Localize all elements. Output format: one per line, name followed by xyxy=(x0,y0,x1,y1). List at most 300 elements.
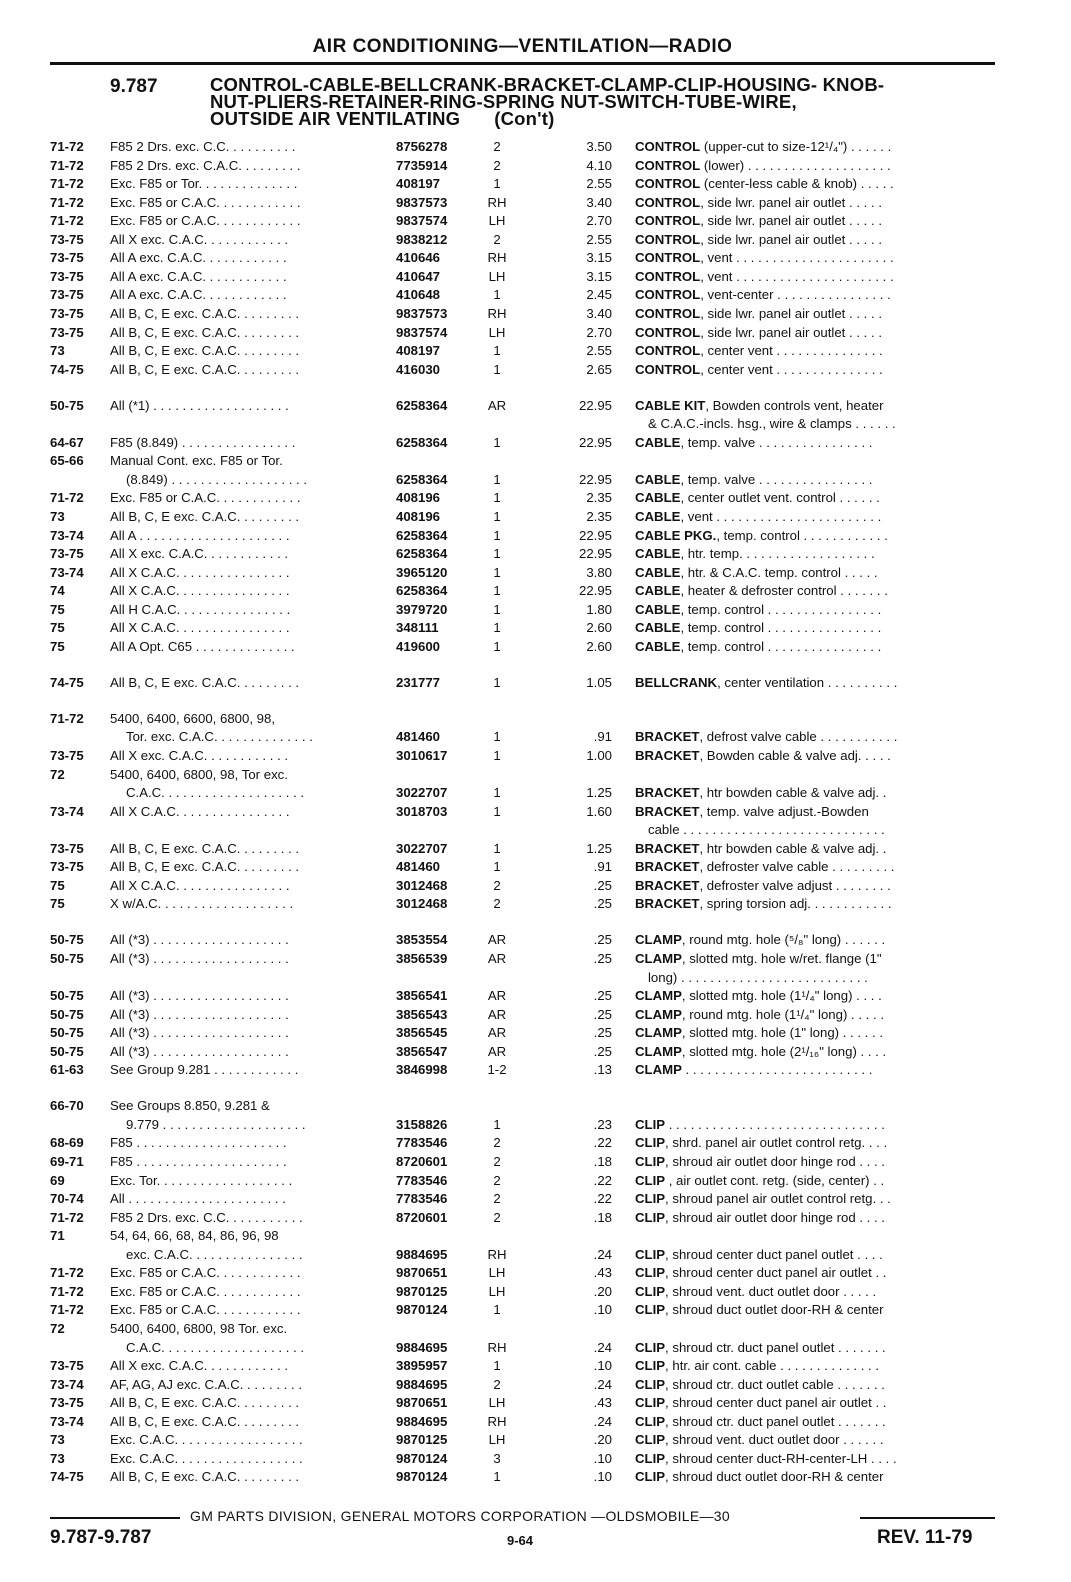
part-name: CLIP xyxy=(635,1191,666,1207)
price-cell: .24 xyxy=(593,1246,612,1262)
year-cell: 71 xyxy=(50,1228,65,1244)
description-cell xyxy=(635,360,995,379)
year-cell: 50-75 xyxy=(50,397,84,413)
description-cell xyxy=(635,1208,995,1227)
year-cell: 73-75 xyxy=(50,287,84,303)
quantity-cell: AR xyxy=(487,397,507,413)
price-cell: .10 xyxy=(593,1302,612,1318)
model-cell: All (*1) . . . . . . . . . . . . . . . . . . . xyxy=(110,397,289,413)
price-cell: 1.25 xyxy=(586,785,612,801)
part-name: BRACKET xyxy=(635,729,700,745)
table-row xyxy=(0,1467,1071,1486)
year-cell: 68-69 xyxy=(50,1135,84,1151)
model-cell: Tor. exc. C.A.C. . . . . . . . . . . . . . xyxy=(126,729,313,745)
part-name: CABLE KIT xyxy=(635,397,706,413)
year-cell: 61-63 xyxy=(50,1062,84,1078)
part-name: CABLE xyxy=(635,583,681,599)
part-number-cell: 6258364 xyxy=(396,546,448,562)
year-cell: 73-75 xyxy=(50,859,84,875)
quantity-cell: 1 xyxy=(493,674,501,690)
description-cell xyxy=(635,1245,995,1264)
part-description: , temp. control . . . . . . . . . . . . xyxy=(716,527,888,543)
model-cell: F85 2 Drs. exc. C.A.C. . . . . . . . . xyxy=(110,157,301,173)
price-cell: .22 xyxy=(593,1172,612,1188)
part-name: CLAMP xyxy=(635,1043,682,1059)
description-cell xyxy=(635,618,995,637)
part-name: CONTROL xyxy=(635,306,701,321)
part-number-cell: 3856539 xyxy=(396,951,448,966)
part-description: , htr. & C.A.C. temp. control . . . . . xyxy=(680,564,878,580)
part-description: , shroud air outlet door hinge rod . . . . xyxy=(665,1209,885,1225)
table-row xyxy=(0,1152,1071,1171)
model-cell: F85 2 Drs. exc. C.C. . . . . . . . . . xyxy=(110,139,296,154)
table-row xyxy=(0,507,1071,526)
quantity-cell: 1 xyxy=(493,1116,501,1132)
price-cell: .25 xyxy=(593,1006,612,1022)
price-cell: .10 xyxy=(593,1358,612,1373)
description-cell xyxy=(635,563,995,582)
table-row xyxy=(0,618,1071,637)
model-cell: F85 2 Drs. exc. C.C. . . . . . . . . . . xyxy=(110,1209,303,1225)
part-number-cell: 9837573 xyxy=(396,306,448,321)
year-cell: 71-72 xyxy=(50,710,84,726)
quantity-cell: LH xyxy=(488,1395,506,1411)
description-cell xyxy=(635,1356,995,1375)
part-name: CABLE PKG. xyxy=(635,527,717,543)
part-name: BRACKET xyxy=(635,748,700,763)
description-cell xyxy=(635,930,995,949)
quantity-cell: 1 xyxy=(493,564,501,580)
description-cell xyxy=(635,1430,995,1449)
description-cell xyxy=(635,174,995,193)
table-row xyxy=(0,360,1071,379)
table-row xyxy=(0,1449,1071,1468)
description-cell xyxy=(635,600,995,619)
model-cell: All (*3) . . . . . . . . . . . . . . . . . . . xyxy=(110,932,289,948)
part-name: CLAMP xyxy=(635,951,682,966)
part-description: , htr bowden cable & valve adj. . xyxy=(699,840,887,856)
part-description: , Bowden cable & valve adj. . . . . xyxy=(699,748,891,763)
model-cell: X w/A.C. . . . . . . . . . . . . . . . . . . xyxy=(110,896,294,912)
year-cell: 71-72 xyxy=(50,176,84,192)
description-cell xyxy=(635,341,995,360)
price-cell: 2.60 xyxy=(586,638,612,654)
part-name: CABLE xyxy=(635,601,681,617)
description-cell xyxy=(635,1412,995,1431)
model-cell: All . . . . . . . . . . . . . . . . . . . . . . xyxy=(110,1191,286,1207)
price-cell: 22.95 xyxy=(578,471,612,487)
description-cell xyxy=(635,156,995,175)
part-number-cell: 8720601 xyxy=(396,1209,448,1225)
quantity-cell: 1 xyxy=(493,471,501,487)
part-description: , vent . . . . . . . . . . . . . . . . . . . . . . xyxy=(700,250,894,266)
table-row xyxy=(0,839,1071,858)
part-name: CLIP xyxy=(635,1302,666,1318)
description-cell xyxy=(635,304,995,323)
part-name: CABLE xyxy=(635,546,681,562)
price-cell: .25 xyxy=(593,988,612,1004)
model-cell: All X C.A.C. . . . . . . . . . . . . . . . xyxy=(110,620,290,636)
quantity-cell: RH xyxy=(487,1339,507,1355)
part-description: , temp. control . . . . . . . . . . . . . . . . xyxy=(680,638,882,654)
description-cell xyxy=(635,1467,995,1486)
year-cell: 73-75 xyxy=(50,250,84,266)
part-description: , slotted mtg. hole (1¹/₄" long) . . . . xyxy=(681,988,882,1004)
part-description: , defrost valve cable . . . . . . . . . . . xyxy=(699,729,898,745)
table-row xyxy=(0,174,1071,193)
price-cell: .23 xyxy=(593,1116,612,1132)
part-name: CABLE xyxy=(635,638,681,654)
model-cell: All X exc. C.A.C. . . . . . . . . . . . xyxy=(110,546,289,562)
description-cell xyxy=(635,1393,995,1412)
description-cell xyxy=(635,1005,995,1024)
year-cell: 74-75 xyxy=(50,361,84,377)
model-cell: All X exc. C.A.C. . . . . . . . . . . . xyxy=(110,748,289,763)
part-number-cell: 3010617 xyxy=(396,748,448,763)
model-cell: (8.849) . . . . . . . . . . . . . . . . . . . xyxy=(126,471,308,487)
price-cell: 1.05 xyxy=(586,674,612,690)
group-title-line-3-text: OUTSIDE AIR VENTILATING xyxy=(210,108,461,129)
price-cell: 2.45 xyxy=(586,287,612,303)
year-cell: 75 xyxy=(50,877,65,893)
year-cell: 73 xyxy=(50,343,65,359)
description-cell xyxy=(635,857,995,876)
quantity-cell: 1 xyxy=(493,601,501,617)
price-cell: 3.15 xyxy=(586,250,612,266)
year-cell: 73-74 xyxy=(50,1413,84,1429)
year-cell: 71-72 xyxy=(50,1302,84,1318)
year-cell: 69-71 xyxy=(50,1154,84,1169)
part-description: , side lwr. panel air outlet . . . . . xyxy=(700,324,882,340)
quantity-cell: 2 xyxy=(493,1154,501,1169)
part-description: , shroud center duct panel outlet . . . . xyxy=(665,1246,883,1262)
model-cell: All B, C, E exc. C.A.C. . . . . . . . . xyxy=(110,361,300,377)
part-number-cell: 3856547 xyxy=(396,1043,448,1059)
quantity-cell: 2 xyxy=(493,1191,501,1207)
part-description: , shrd. panel air outlet control retg. . . . xyxy=(665,1135,888,1151)
description-cell xyxy=(635,746,995,765)
price-cell: 3.40 xyxy=(586,194,612,210)
quantity-cell: 1 xyxy=(493,434,501,450)
part-number-cell: 6258364 xyxy=(396,434,448,450)
model-cell: Exc. F85 or C.A.C. . . . . . . . . . . . xyxy=(110,1265,301,1281)
table-row xyxy=(0,1393,1071,1412)
year-cell: 71-72 xyxy=(50,139,84,154)
quantity-cell: 1 xyxy=(493,859,501,875)
part-name: CONTROL xyxy=(635,250,701,266)
table-row xyxy=(0,1042,1071,1061)
part-description: , shroud air outlet door hinge rod . . . . xyxy=(665,1154,885,1169)
year-cell: 72 xyxy=(50,766,65,782)
model-cell: AF, AG, AJ exc. C.A.C. . . . . . . . . xyxy=(110,1376,303,1392)
year-cell: 73 xyxy=(50,509,65,524)
description-cell xyxy=(635,1300,995,1319)
description-cell xyxy=(635,267,995,286)
part-description: , side lwr. panel air outlet . . . . . xyxy=(700,194,882,210)
description-cell xyxy=(635,783,995,802)
description-cell xyxy=(635,193,995,212)
table-row xyxy=(0,1412,1071,1431)
part-number-cell: 3856545 xyxy=(396,1025,448,1041)
quantity-cell: 1 xyxy=(493,729,501,745)
price-cell: .18 xyxy=(593,1154,612,1169)
description-cell xyxy=(635,1263,995,1282)
table-row xyxy=(0,968,1071,987)
model-cell: See Group 9.281 . . . . . . . . . . . . xyxy=(110,1062,299,1078)
model-cell: All (*3) . . . . . . . . . . . . . . . . . . . xyxy=(110,1025,289,1041)
model-cell: All X C.A.C. . . . . . . . . . . . . . . . xyxy=(110,877,290,893)
quantity-cell: 1 xyxy=(493,527,501,543)
table-row xyxy=(0,1005,1071,1024)
model-cell: All B, C, E exc. C.A.C. . . . . . . . . xyxy=(110,343,300,359)
description-cell xyxy=(635,396,995,415)
description-cell xyxy=(635,637,995,656)
table-row xyxy=(0,1226,1071,1245)
table-row xyxy=(0,581,1071,600)
table-row xyxy=(0,1023,1071,1042)
part-description: (upper-cut to size-12¹/₄") . . . . . . xyxy=(700,139,892,154)
part-description: , shroud ctr. duct panel outlet . . . . . . . xyxy=(665,1413,886,1429)
part-number-cell: 9884695 xyxy=(396,1339,448,1355)
part-number-cell: 9884695 xyxy=(396,1376,448,1392)
part-name: BRACKET xyxy=(635,877,700,893)
part-description: , slotted mtg. hole (1" long) . . . . . . xyxy=(681,1025,884,1041)
quantity-cell: 1 xyxy=(493,176,501,192)
table-row xyxy=(0,1356,1071,1375)
model-cell: All B, C, E exc. C.A.C. . . . . . . . . xyxy=(110,1469,300,1485)
table-row xyxy=(0,709,1071,728)
part-number-cell: 3012468 xyxy=(396,896,448,912)
table-row xyxy=(0,949,1071,968)
model-cell: C.A.C. . . . . . . . . . . . . . . . . . . . xyxy=(126,785,305,801)
description-cell xyxy=(635,1282,995,1301)
quantity-cell: RH xyxy=(487,306,507,321)
part-description: , defroster valve adjust . . . . . . . . xyxy=(699,877,891,893)
part-name: CONTROL xyxy=(635,157,701,173)
part-number-cell: 9837574 xyxy=(396,213,448,229)
table-row xyxy=(0,673,1071,692)
model-cell: 5400, 6400, 6600, 6800, 98, xyxy=(110,710,275,726)
part-name: CABLE xyxy=(635,490,681,506)
part-name: CLIP xyxy=(635,1358,666,1373)
model-cell: All (*3) . . . . . . . . . . . . . . . . . . . xyxy=(110,951,289,966)
part-number-cell: 408197 xyxy=(396,343,441,359)
price-cell: .43 xyxy=(593,1265,612,1281)
model-cell: Exc. F85 or C.A.C. . . . . . . . . . . . xyxy=(110,1283,301,1299)
price-cell: .18 xyxy=(593,1209,612,1225)
year-cell: 73-75 xyxy=(50,748,84,763)
part-number-cell: 6258364 xyxy=(396,527,448,543)
table-row xyxy=(0,746,1071,765)
table-row xyxy=(0,1430,1071,1449)
model-cell: All B, C, E exc. C.A.C. . . . . . . . . xyxy=(110,840,300,856)
part-number-cell: 481460 xyxy=(396,729,441,745)
part-description: , heater & defroster control . . . . . . . xyxy=(680,583,888,599)
part-name: CLIP xyxy=(635,1469,666,1485)
part-description: long) . . . . . . . . . . . . . . . . . . . . . . . . . . xyxy=(648,969,868,985)
year-cell: 73-75 xyxy=(50,306,84,321)
price-cell: .22 xyxy=(593,1191,612,1207)
year-cell: 75 xyxy=(50,638,65,654)
table-row xyxy=(0,1245,1071,1264)
model-cell: 9.779 . . . . . . . . . . . . . . . . . . . . xyxy=(126,1116,306,1132)
part-name: CLIP xyxy=(635,1265,666,1281)
price-cell: .24 xyxy=(593,1376,612,1392)
part-name: CLIP xyxy=(635,1135,666,1151)
part-description: , htr bowden cable & valve adj. . xyxy=(699,785,887,801)
model-cell: All X exc. C.A.C. . . . . . . . . . . . xyxy=(110,1358,289,1373)
year-cell: 72 xyxy=(50,1320,65,1336)
part-name: CLIP xyxy=(635,1209,666,1225)
table-row xyxy=(0,544,1071,563)
model-cell: All X exc. C.A.C. . . . . . . . . . . . xyxy=(110,231,289,247)
model-cell: F85 (8.849) . . . . . . . . . . . . . . . . xyxy=(110,434,296,450)
model-cell: All B, C, E exc. C.A.C. . . . . . . . . xyxy=(110,859,300,875)
part-number-cell: 9870125 xyxy=(396,1283,448,1299)
price-cell: 3.50 xyxy=(586,139,612,154)
year-cell: 73 xyxy=(50,1432,65,1448)
model-cell: All A exc. C.A.C. . . . . . . . . . . . xyxy=(110,287,287,303)
part-description: , round mtg. hole (⁵/₈" long) . . . . . . xyxy=(681,932,886,948)
model-cell: All B, C, E exc. C.A.C. . . . . . . . . xyxy=(110,674,300,690)
year-cell: 50-75 xyxy=(50,932,84,948)
part-description: , htr. air cont. cable . . . . . . . . . . . . . . xyxy=(665,1358,880,1373)
table-row xyxy=(0,1115,1071,1134)
year-cell: 69 xyxy=(50,1172,65,1188)
model-cell: exc. C.A.C. . . . . . . . . . . . . . . . xyxy=(126,1246,303,1262)
price-cell: .25 xyxy=(593,1025,612,1041)
quantity-cell: 2 xyxy=(493,896,501,912)
price-cell: 2.70 xyxy=(586,213,612,229)
model-cell: All A Opt. C65 . . . . . . . . . . . . . . xyxy=(110,638,295,654)
part-name: CLAMP xyxy=(635,932,682,948)
table-row xyxy=(0,876,1071,895)
part-number-cell: 3979720 xyxy=(396,601,448,617)
model-cell: Exc. F85 or C.A.C. . . . . . . . . . . . xyxy=(110,213,301,229)
price-cell: 3.40 xyxy=(586,306,612,321)
part-name: CLIP xyxy=(635,1154,666,1169)
table-row xyxy=(0,1171,1071,1190)
model-cell: Exc. F85 or C.A.C. . . . . . . . . . . . xyxy=(110,194,301,210)
model-cell: All (*3) . . . . . . . . . . . . . . . . . . . xyxy=(110,988,289,1004)
part-number-cell: 3022707 xyxy=(396,840,448,856)
part-number-cell: 9870124 xyxy=(396,1469,448,1485)
part-number-cell: 3965120 xyxy=(396,564,448,580)
quantity-cell: 1 xyxy=(493,748,501,763)
quantity-cell: 2 xyxy=(493,1376,501,1392)
footer-page-number: 9-64 xyxy=(507,1533,534,1548)
description-cell xyxy=(635,285,995,304)
part-name: CLIP xyxy=(635,1450,666,1466)
part-description: , slotted mtg. hole w/ret. flange (1" xyxy=(681,951,882,966)
quantity-cell: 1 xyxy=(493,803,501,819)
year-cell: 50-75 xyxy=(50,1043,84,1059)
part-number-cell: 408196 xyxy=(396,509,441,524)
model-cell: All B, C, E exc. C.A.C. . . . . . . . . xyxy=(110,509,300,524)
part-description: & C.A.C.-incls. hsg., wire & clamps . . . . . . xyxy=(648,416,896,432)
description-cell xyxy=(635,544,995,563)
description-cell xyxy=(635,248,995,267)
table-row xyxy=(0,341,1071,360)
description-cell xyxy=(648,820,995,839)
part-description: , vent-center . . . . . . . . . . . . . . . . xyxy=(700,287,891,303)
model-cell: Exc. C.A.C. . . . . . . . . . . . . . . . . . xyxy=(110,1432,303,1448)
description-cell xyxy=(635,211,995,230)
year-cell: 71-72 xyxy=(50,1265,84,1281)
description-cell xyxy=(635,727,995,746)
table-row xyxy=(0,414,1071,433)
description-cell xyxy=(635,1115,995,1134)
part-name: CABLE xyxy=(635,471,681,487)
table-row xyxy=(0,285,1071,304)
part-name: CONTROL xyxy=(635,287,701,303)
quantity-cell: 2 xyxy=(493,1135,501,1151)
model-cell: All B, C, E exc. C.A.C. . . . . . . . . xyxy=(110,324,300,340)
quantity-cell: 1 xyxy=(493,1358,501,1373)
continued-label: (Con't) xyxy=(494,108,555,129)
part-number-cell: 481460 xyxy=(396,859,441,875)
part-description: . . . . . . . . . . . . . . . . . . . . . . . . . . xyxy=(681,1062,873,1078)
year-cell: 71-72 xyxy=(50,213,84,229)
model-cell: F85 . . . . . . . . . . . . . . . . . . . . . xyxy=(110,1135,287,1151)
part-number-cell: 9884695 xyxy=(396,1413,448,1429)
part-description: , shroud center duct panel air outlet . . xyxy=(665,1265,887,1281)
part-number-cell: 6258364 xyxy=(396,583,448,599)
part-number-cell: 3012468 xyxy=(396,877,448,893)
part-name: CONTROL xyxy=(635,213,701,229)
price-cell: 2.60 xyxy=(586,620,612,636)
year-cell: 66-70 xyxy=(50,1098,84,1114)
model-cell: Exc. F85 or Tor. . . . . . . . . . . . . . xyxy=(110,176,298,192)
description-cell xyxy=(635,839,995,858)
model-cell: 5400, 6400, 6800, 98 Tor. exc. xyxy=(110,1320,288,1336)
table-row xyxy=(0,156,1071,175)
group-title-line-1: CONTROL-CABLE-BELLCRANK-BRACKET-CLAMP-CLIP-HOUSING- KNOB- xyxy=(210,74,885,95)
table-row xyxy=(0,193,1071,212)
part-name: BELLCRANK xyxy=(635,674,718,690)
table-row xyxy=(0,137,1071,156)
part-description: , center vent . . . . . . . . . . . . . . . xyxy=(700,361,883,377)
part-description: , shroud vent. duct outlet door . . . . . xyxy=(665,1283,877,1299)
table-row xyxy=(0,1263,1071,1282)
table-row xyxy=(0,857,1071,876)
table-row xyxy=(0,1282,1071,1301)
model-cell: All B, C, E exc. C.A.C. . . . . . . . . xyxy=(110,306,300,321)
quantity-cell: LH xyxy=(488,1283,506,1299)
quantity-cell: AR xyxy=(487,988,507,1004)
table-row xyxy=(0,470,1071,489)
quantity-cell: LH xyxy=(488,1265,506,1281)
part-number-cell: 410648 xyxy=(396,287,441,303)
part-name: CLIP xyxy=(635,1283,666,1299)
price-cell: .25 xyxy=(593,1043,612,1059)
part-description: , temp. valve . . . . . . . . . . . . . . . . xyxy=(680,434,873,450)
part-number-cell: 8756278 xyxy=(396,139,448,154)
part-name: CLIP xyxy=(635,1413,666,1429)
table-row xyxy=(0,765,1071,784)
year-cell: 73-74 xyxy=(50,527,84,543)
table-row xyxy=(0,930,1071,949)
part-number-cell: 9870125 xyxy=(396,1432,448,1448)
description-cell xyxy=(635,507,995,526)
part-description: , round mtg. hole (1¹/₄" long) . . . . . xyxy=(681,1006,884,1022)
quantity-cell: 1 xyxy=(493,509,501,524)
quantity-cell: RH xyxy=(487,1413,507,1429)
table-row xyxy=(0,230,1071,249)
model-cell: All A exc. C.A.C. . . . . . . . . . . . xyxy=(110,268,287,284)
price-cell: 1.25 xyxy=(586,840,612,856)
part-number-cell: 8720601 xyxy=(396,1154,448,1169)
